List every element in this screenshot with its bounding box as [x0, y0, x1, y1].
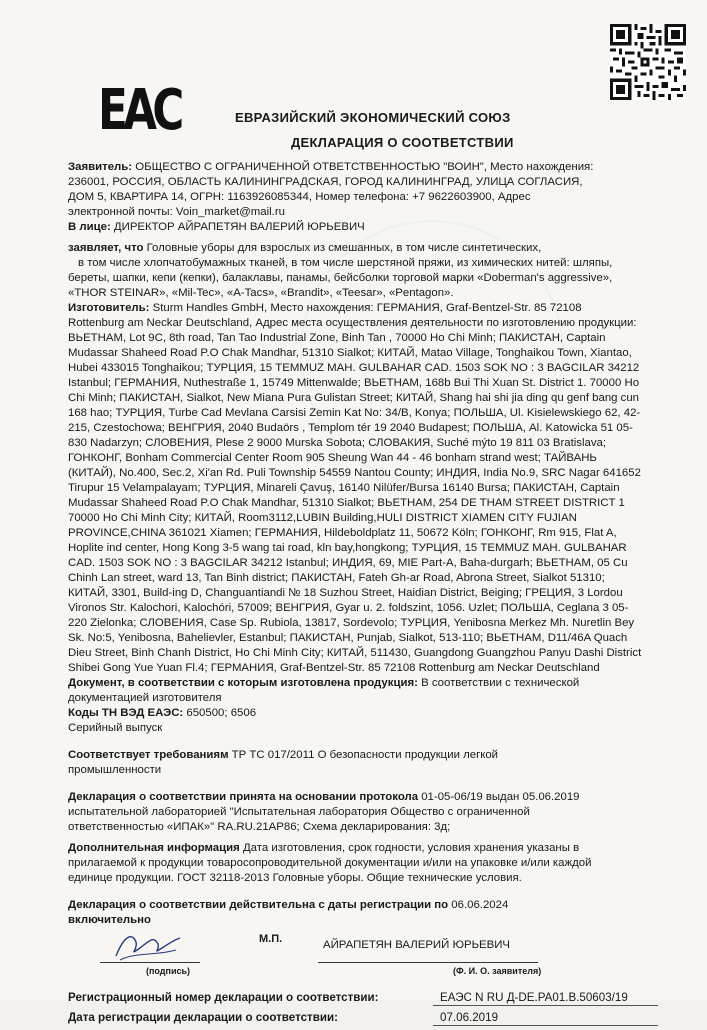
document-section	[68, 676, 663, 706]
serial-release: Серийный выпуск	[68, 722, 163, 734]
manufacturer-line: 215, Czestochowa; ВЕНГРИЯ, 2040 Budaörs , Templom tér 19 2040 Budapest; ПОЛЬША, Al. Katowicka 51 05-	[68, 422, 633, 434]
manufacturer-line: Dieu Street, Binh Chanh District, Ho Chi Minh City; КИТАЙ, 511430, Guangdong Guangzhou Panyu Dashi District	[68, 647, 642, 659]
manufacturer-line: (КИТАЙ), No.400, Sec.2, Xi'an Rd. Puli Township 54559 Nantou County; ИНДИЯ, India No.9, SRC Nagar 641652	[68, 467, 641, 479]
basis-label: Декларация о соответствии принята на основании протокола	[68, 791, 419, 803]
validity-label: Декларация о соответствии действительна с даты регистрации по	[68, 899, 449, 911]
applicant-section	[68, 160, 663, 235]
registration-number-row	[68, 990, 663, 1010]
manufacturer-line: Sturm Handles GmbH, Место нахождения: ГЕРМАНИЯ, Graf-Bentzel-Str. 85 72108	[149, 302, 582, 314]
qr-code-icon	[610, 24, 686, 100]
name-line	[318, 962, 538, 963]
manufacturer-label: Изготовитель:	[68, 302, 150, 314]
declares-label: заявляет, что	[68, 242, 144, 254]
manufacturer-line: 830 Nadarzyn; СЛОВЕНИЯ, Plese 2 9000 Murska Sobota; СЛОВАКИЯ, Suché mýto 19 811 03 Bratislava;	[68, 437, 607, 449]
basis-line-1: 01-05-06/19 выдан 05.06.2019	[418, 791, 580, 803]
signature-caption: (подпись)	[146, 966, 191, 976]
conforms-line-1: ТР ТС 017/2011 О безопасности продукции легкой	[228, 749, 499, 761]
manufacturer-line: Mudassar Shaheed Road P.O Chak Mandhar, 51310 Sialkot; ВЬЕТНАМ, 254 DE THAM STREET DISTRICT 1	[68, 497, 625, 509]
extra-info-line-2: прилагаемой к продукции товаросопроводительной документации и/или на упаковке и/или каждой	[68, 857, 592, 869]
document-label: Документ, в соответствии с которым изготовлена продукция:	[68, 677, 418, 689]
manufacturer-line: ВЬЕТНАМ, Lot 9C, 8th road, Tan Tao Industrial Zone, Binh Tan , 70000 Ho Chi Minh; ПАКИСТАН, Captain	[68, 332, 606, 344]
name-caption: (Ф. И. О. заявителя)	[453, 966, 542, 976]
registration-date-row	[68, 1010, 663, 1030]
manufacturer-line: ГОНКОНГ, Bonham Commercial Center Room 905 Sheung Wan 44 - 46 bonham strand west; ТАЙВАНЬ	[68, 452, 597, 464]
handwritten-signature	[110, 926, 184, 966]
validity-section	[68, 898, 663, 928]
signer-name: АЙРАПЕТЯН ВАЛЕРИЙ ЮРЬЕВИЧ	[323, 939, 511, 951]
document-line-2: документацией изготовителя	[68, 692, 222, 704]
signature-line	[100, 962, 200, 963]
manufacturer-line: Shibei Gong Yue Yuan Fl.4; ГЕРМАНИЯ, Graf-Bentzel-Str. 85 72108 Rottenburg am Neckar Deutschland	[68, 662, 600, 674]
conforms-line-2: промышленности	[68, 764, 162, 776]
manufacturer-line: Vironos Str. Kalochori, Kalochóri, 57009; ВЕНГРИЯ, Gyar u. 2. foldszint, 1056. Uzlet; ПОЛЬША, Ceglana 3 05-	[68, 602, 629, 614]
manufacturer-line: Mudassar Shaheed Road P.O Chak Mandhar, 51310 Sialkot; КИТАЙ, Matao Village, Tonghaikou Town, Xiantao,	[68, 347, 632, 359]
registration-number-line	[433, 1005, 658, 1006]
manufacturer-line: Chinh Lan street, ward 13, Tan Binh district; ПАКИСТАН, Fateh Gh-ar Road, Abrona Street, Sialkot 51310;	[68, 572, 605, 584]
registration-number: ЕАЭС N RU Д-DE.PA01.B.50603/19	[440, 991, 628, 1004]
union-heading: ЕВРАЗИЙСКИЙ ЭКОНОМИЧЕСКИЙ СОЮЗ	[235, 110, 511, 125]
seal-place-label: М.П.	[259, 933, 283, 945]
declares-line-1: Головные уборы для взрослых из смешанных, в том числе синтетических,	[143, 242, 542, 254]
manufacturer-line: КИТАЙ, 3301, Build-ing D, Changuantiandi № 18 Suzhou Street, Haidian District, Beiging; ГРЕЦИЯ, 3 Lordou	[68, 587, 623, 599]
manufacturer-line: 168 hao; ТУРЦИЯ, Turbe Cad Mevlana Carsisi Zemin Kat No: 34/B, Konya; ПОЛЬША, Ul. Kisielewskiego 62, 42-	[68, 407, 641, 419]
conforms-label: Соответствует требованиям	[68, 749, 229, 761]
manufacturer-line: Sk. No:5, Yenibosna, Bahelievler, Estanbul; ПАКИСТАН, Punjab, Sialkot, 513-110; ВЬЕТНАМ, D11/46A Quach	[68, 632, 628, 644]
manufacturer-line: PROVINCE,CHINA 361021 Xiamen; ГЕРМАНИЯ, Hildeboldplatz 11, 50672 Köln; ГОНКОНГ, Rm 915, Flat A,	[68, 527, 617, 539]
registration-date: 07.06.2019	[440, 1011, 499, 1024]
codes-label: Коды ТН ВЭД ЕАЭС:	[68, 707, 184, 719]
declares-section	[68, 241, 663, 301]
registration-date-line	[433, 1025, 658, 1026]
applicant-line-3: ДОМ 5, КВАРТИРА 14, ОГРН: 1163926085344, Номер телефона: +7 9622603900, Адрес	[68, 191, 531, 203]
manufacturer-line: Rottenburg am Neckar Deutschland, Адрес места осуществления деятельности по изготовлению продукции:	[68, 317, 637, 329]
person-value: ДИРЕКТОР АЙРАПЕТЯН ВАЛЕРИЙ ЮРЬЕВИЧ	[110, 221, 365, 233]
declares-line-4: «THOR STEINAR», «Mil-Tec», «A-Tacs», «Brandit», «Teesar», «Pentagon».	[68, 287, 454, 299]
basis-line-3: ответственностью «ИПАК»" RA.RU.21AP86; Схема декларирования: 3д;	[68, 821, 451, 833]
manufacturer-line: Chi Minh; ПАКИСТАН, Sialkot, New Miana Pura Gulistan Street; КИТАЙ, Shang hai shi jia ding qu genf bang cun	[68, 392, 640, 404]
person-label: В лице:	[68, 221, 111, 233]
manufacturer-line: Istanbul; ГЕРМАНИЯ, Nuthestraße 1, 15749 Mittenwalde; ВЬЕТНАМ, 168b Bui Thi Xuan St. District 1. 70000 Ho	[68, 377, 640, 389]
registration-date-label: Дата регистрации декларации о соответствии:	[68, 1011, 338, 1024]
declares-line-3: береты, шапки, кепи (кепки), балаклавы, панамы, бейсболки торговой марки «Doberman's aggressive»,	[68, 272, 613, 284]
applicant-line-1: ОБЩЕСТВО С ОГРАНИЧЕННОЙ ОТВЕТСТВЕННОСТЬЮ "ВОИН", Место нахождения:	[132, 161, 594, 173]
signature-block	[68, 928, 663, 990]
applicant-line-4: электронной почты: Voin_market@mail.ru	[68, 206, 285, 218]
manufacturer-line: Tirupur 15 Velampalayam; ТУРЦИЯ, Minareli Çavuş, 16140 Nilüfer/Bursa 16140 Bursa; ПАКИСТАН, Captain	[68, 482, 620, 494]
manufacturer-section	[68, 301, 663, 676]
manufacturer-line: CAD. 1503 SOK NO : 3 BAGCILAR 34212 Istanbul; ИНДИЯ, 69, MIE Part-A, Baha-durgarh; ВЬЕТНАМ, 05 Cu	[68, 557, 628, 569]
declaration-title: ДЕКЛАРАЦИЯ О СООТВЕТСТВИИ	[291, 135, 514, 150]
declaration-body	[68, 160, 663, 1030]
extra-info-line-1: Дата изготовления, срок годности, условия хранения указаны в	[239, 842, 580, 854]
manufacturer-line: Hoplite ind center, Hong Kong 3-5 wang tai road, kln bay,hongkong; ТУРЦИЯ, 15 TEMMUZ MAH. GULBAHAR	[68, 542, 627, 554]
extra-info-section	[68, 841, 663, 886]
codes-value: 650500; 6506	[183, 707, 257, 719]
validity-inclusive: включительно	[68, 914, 151, 926]
manufacturer-line: 220 Zielonka; СЛОВЕНИЯ, Case Sp. Rubiola, 13817, Sordevolo; ТУРЦИЯ, Yenibosna Merkez Mh. Nuretlin Bey	[68, 617, 635, 629]
manufacturer-line: 70000 Ho Chi Minh City; КИТАЙ, Room3112,LUBIN Building,HULI DISTRICT XIAMEN CITY FUJIAN	[68, 512, 577, 524]
conforms-section	[68, 748, 663, 778]
declares-line-2: в том числе хлопчатобумажных тканей, в том числе шерстяной пряжи, из химических нитей: шляпы,	[78, 257, 613, 269]
basis-section	[68, 790, 663, 835]
applicant-line-2: 236001, РОССИЯ, ОБЛАСТЬ КАЛИНИНГРАДСКАЯ, ГОРОД КАЛИНИНГРАД, УЛИЦА СОГЛАСИЯ,	[68, 176, 583, 188]
extra-info-label: Дополнительная информация	[68, 842, 240, 854]
registration-number-label: Регистрационный номер декларации о соответствии:	[68, 991, 379, 1004]
eac-mark: ЕАС	[98, 78, 180, 143]
codes-section	[68, 706, 663, 736]
basis-line-2: испытательной лабораторией "Испытательная лаборатория Общество с ограниченной	[68, 806, 530, 818]
manufacturer-line: Hubei 433015 Tonghaikou; ТУРЦИЯ, 15 TEMMUZ MAH. GULBAHAR CAD. 1503 SOK NO : 3 BAGCILAR 34212	[68, 362, 640, 374]
document-line-1: В соответствии с технической	[417, 677, 580, 689]
validity-date: 06.06.2024	[448, 899, 509, 911]
applicant-label: Заявитель:	[68, 161, 133, 173]
extra-info-line-3: единице продукции. ГОСТ 32118-2013 Головные уборы. Общие технические условия.	[68, 872, 522, 884]
